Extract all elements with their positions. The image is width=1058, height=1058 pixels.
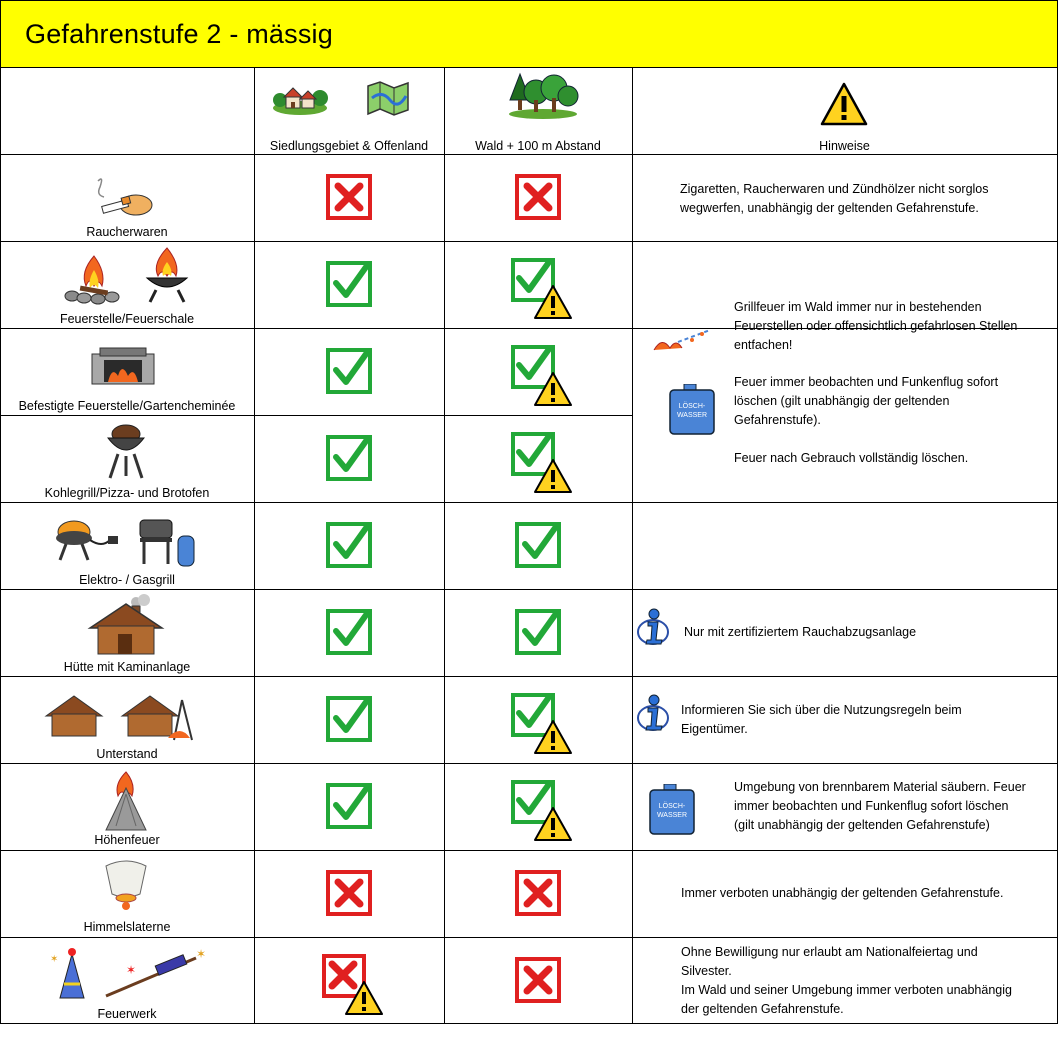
svg-text:✶: ✶ xyxy=(196,947,207,961)
note-line: entfachen! xyxy=(734,338,793,352)
map-icon xyxy=(364,78,412,118)
canister-label: WASSER xyxy=(656,812,688,819)
note-line: Informieren Sie sich über die Nutzungsregeln beim xyxy=(681,703,962,717)
note-line: Silvester. xyxy=(681,964,732,978)
row-label: Unterstand xyxy=(96,747,158,761)
forest-icon xyxy=(506,70,580,120)
note-line: löschen (gilt unabhängig der geltenden xyxy=(734,394,950,408)
title-banner xyxy=(0,0,1058,68)
forbidden-mark xyxy=(515,174,561,220)
forbidden-mark xyxy=(515,957,561,1003)
water-canister-icon xyxy=(646,784,698,836)
allowed-mark xyxy=(326,522,372,568)
allowed-mark xyxy=(326,348,372,394)
svg-text:✶: ✶ xyxy=(126,963,137,977)
row-label: Hütte mit Kaminanlage xyxy=(63,660,191,674)
settlement-icon xyxy=(272,80,328,116)
allowed-with-caution-mark xyxy=(511,432,573,494)
row-label: Feuerstelle/Feuerschale xyxy=(59,312,195,326)
row-label: Elektro- / Gasgrill xyxy=(79,573,175,587)
allowed-mark xyxy=(326,609,372,655)
note-line: (gilt unabhängig der geltenden Gefahrenstufe) xyxy=(734,818,990,832)
gas-grill-icon xyxy=(136,514,198,570)
canister-label: LÖSCH- xyxy=(678,403,706,410)
allowed-with-caution-mark xyxy=(511,693,573,755)
note-line: Zigaretten, Raucherwaren und Zündhölzer nicht sorglos xyxy=(680,182,989,196)
note-line: Ohne Bewilligung nur erlaubt am Nationalfeiertag und xyxy=(681,945,978,959)
note-line: Gefahrenstufe). xyxy=(734,413,821,427)
charcoal-grill-icon xyxy=(100,422,152,480)
header-forest: Wald + 100 m Abstand xyxy=(475,139,601,153)
sky-lantern-icon xyxy=(100,858,152,914)
note-hut: Nur mit zertifiziertem Rauchabzugsanlage xyxy=(684,625,917,639)
fire-bowl-icon xyxy=(142,246,192,306)
note-line: immer beobachten und Funkenflug sofort löschen xyxy=(734,799,1009,813)
forbidden-mark xyxy=(515,870,561,916)
cabin-icon xyxy=(86,594,166,658)
note-line: Feuerstellen oder offensichtlich gefahrlosen Stellen xyxy=(734,319,1018,333)
warning-icon xyxy=(820,82,868,126)
note-after-use: Feuer nach Gebrauch vollständig löschen. xyxy=(734,451,969,465)
note-smoking xyxy=(680,180,989,218)
allowed-with-caution-mark xyxy=(511,780,573,842)
cigarette-icon xyxy=(92,175,156,219)
note-bonfire xyxy=(734,778,1026,835)
campfire-icon xyxy=(62,252,126,306)
allowed-mark xyxy=(326,783,372,829)
note-extinguish xyxy=(734,373,998,430)
allowed-mark xyxy=(326,696,372,742)
note-line: wegwerfen, unabhängig der geltenden Gefahrenstufe. xyxy=(680,201,979,215)
forbidden-mark xyxy=(326,174,372,220)
row-label: Kohlegrill/Pizza- und Brotofen xyxy=(44,486,210,500)
allowed-mark xyxy=(515,609,561,655)
header-settlement: Siedlungsgebiet & Offenland xyxy=(269,139,429,153)
allowed-with-caution-mark xyxy=(511,258,573,320)
electric-grill-icon xyxy=(52,518,122,564)
fireworks-icon xyxy=(46,944,212,1004)
svg-text:✶: ✶ xyxy=(50,954,59,965)
allowed-mark xyxy=(326,435,372,481)
note-line: Grillfeuer im Wald immer nur in bestehenden xyxy=(734,300,982,314)
canister-label: WASSER xyxy=(676,412,708,419)
note-line: Im Wald und seiner Umgebung immer verboten unabhängig xyxy=(681,983,1012,997)
note-line: der geltenden Gefahrenstufe. xyxy=(681,1002,844,1016)
note-line: Umgebung von brennbarem Material säubern. Feuer xyxy=(734,780,1026,794)
note-lantern: Immer verboten unabhängig der geltenden Gefahrenstufe. xyxy=(681,886,1004,900)
bonfire-icon xyxy=(102,770,150,832)
page-title: Gefahrenstufe 2 - mässig xyxy=(25,19,333,49)
note-line: Eigentümer. xyxy=(681,722,748,736)
forbidden-mark xyxy=(326,870,372,916)
shelter-icon xyxy=(44,690,194,746)
canister-label: LÖSCH- xyxy=(658,803,686,810)
fireplace-icon xyxy=(90,346,156,386)
note-shelter xyxy=(681,701,962,739)
spark-icon xyxy=(648,326,714,358)
row-label: Raucherwaren xyxy=(86,225,168,239)
header-notes: Hinweise xyxy=(819,139,870,153)
row-label: Himmelslaterne xyxy=(83,920,171,934)
note-fire-rules xyxy=(734,298,1017,355)
info-icon xyxy=(636,692,670,732)
row-label: Feuerwerk xyxy=(97,1007,157,1021)
note-fireworks xyxy=(681,943,1012,1019)
allowed-mark xyxy=(515,522,561,568)
row-label: Höhenfeuer xyxy=(94,833,160,847)
allowed-with-caution-mark xyxy=(511,345,573,407)
water-canister-icon xyxy=(666,384,718,436)
forbidden-with-exception-mark xyxy=(322,954,384,1016)
row-label: Befestigte Feuerstelle/Gartencheminée xyxy=(18,399,236,413)
info-icon xyxy=(636,606,670,646)
note-line: Feuer immer beobachten und Funkenflug sofort xyxy=(734,375,999,389)
allowed-mark xyxy=(326,261,372,307)
